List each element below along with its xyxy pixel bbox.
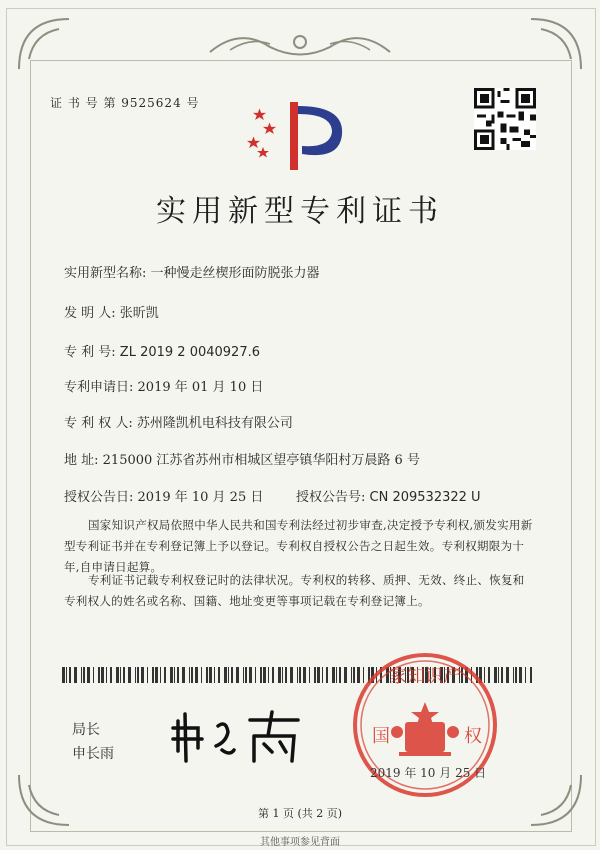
handwritten-signature xyxy=(168,706,308,766)
field-value: 215000 江苏省苏州市相城区望亭镇华阳村万晨路 6 号 xyxy=(102,453,420,468)
field-value: 苏州隆凯机电科技有限公司 xyxy=(136,416,293,431)
page-number: 第 1 页 (共 2 页) xyxy=(257,807,343,820)
field-inventor xyxy=(64,302,159,321)
top-ornament xyxy=(200,22,400,62)
cnipa-logo xyxy=(246,92,356,172)
legal-status-paragraph: 专利证书记载专利权登记时的法律状况。专利权的转移、质押、无效、终止、恢复和专利权人的姓名或名称、国籍、地址变更等事项记载在专利登记簿上。 xyxy=(64,573,525,608)
field-value: 2019 年 01 月 10 日 xyxy=(137,380,264,395)
field-label: 授权公告号: xyxy=(296,490,366,505)
field-utility-model-name xyxy=(64,262,320,281)
field-value: 张昕凯 xyxy=(119,306,159,321)
seal-date: 2019 年 10 月 25 日 xyxy=(370,766,487,780)
svg-text:权: 权 xyxy=(464,726,482,747)
certificate-number: 证 书 号 第 9525624 号 xyxy=(50,96,200,110)
svg-text:国: 国 xyxy=(372,726,390,747)
grant-statement-paragraph: 国家知识产权局依照中华人民共和国专利法经过初步审查,决定授予专利权,颁发实用新型专利证书并在专利登记簿上予以登记。专利权自授权公告之日起生效。专利权期限为十年,自申请日起算。 xyxy=(64,518,533,574)
field-value: ZL 2019 2 0040927.6 xyxy=(119,345,260,360)
field-value: 2019 年 10 月 25 日 xyxy=(137,490,264,505)
field-label: 专利申请日: xyxy=(64,380,134,395)
field-label: 实用新型名称: xyxy=(64,266,147,281)
signer-name: 申长雨 xyxy=(72,746,114,762)
corner-ornament-bl xyxy=(14,770,84,830)
signature-block xyxy=(72,718,114,766)
field-value: 一种慢走丝楔形面防脱张力器 xyxy=(150,266,320,281)
field-value: CN 209532322 U xyxy=(369,490,481,505)
field-filing-date xyxy=(64,376,263,395)
field-address xyxy=(64,449,420,468)
signer-role: 局长 xyxy=(72,722,100,738)
field-label: 专 利 权 人: xyxy=(64,416,133,431)
field-label: 发 明 人: xyxy=(64,306,116,321)
svg-text:家知识产: 家知识产 xyxy=(389,666,461,687)
qr-code xyxy=(474,88,536,150)
footer-note: 其他事项参见背面 xyxy=(260,837,340,848)
field-grant-date xyxy=(64,486,263,505)
field-grant-number xyxy=(296,486,481,505)
field-label: 地 址: xyxy=(64,453,99,468)
field-patentee xyxy=(64,412,293,431)
certificate-title: 实用新型专利证书 xyxy=(156,194,444,229)
field-label: 专 利 号: xyxy=(64,345,116,360)
corner-ornament-tr xyxy=(516,14,586,74)
corner-ornament-br xyxy=(516,770,586,830)
field-patent-number xyxy=(64,341,260,360)
corner-ornament-tl xyxy=(14,14,84,74)
field-label: 授权公告日: xyxy=(64,490,134,505)
